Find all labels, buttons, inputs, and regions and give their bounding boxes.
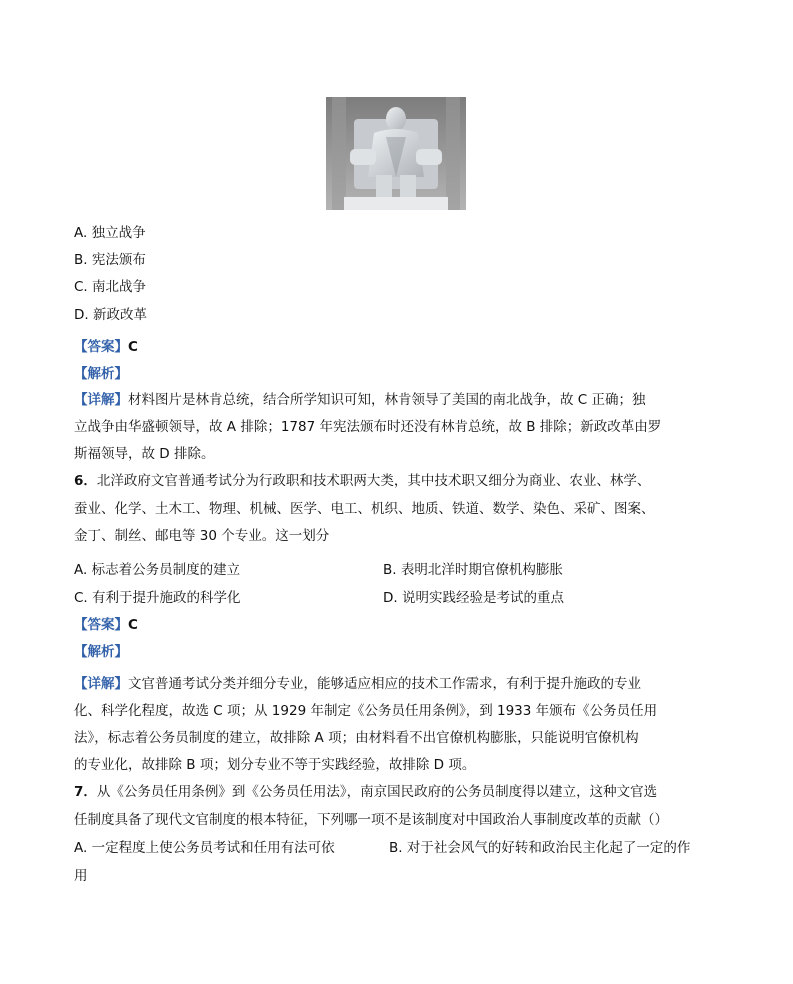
q7-option-b-continuation: 用 — [74, 868, 88, 884]
answer-value: C — [128, 339, 138, 355]
detail-text: 文官普通考试分类并细分专业，能够适应相应的技术工作需求，有利于提升施政的专业 — [128, 676, 641, 692]
q6-detail-line-2: 化、科学化程度，故选 C 项；从 1929 年制定《公务员任用条例》，到 1933 年颁布《公务员任用 — [74, 703, 658, 719]
q5-option-c[interactable]: C. 南北战争 — [74, 279, 147, 295]
analysis-label: 【解析】 — [74, 366, 128, 382]
detail-label: 【详解】 — [74, 676, 128, 692]
q6-stem-line-2: 蚕业、化学、土木工、物理、机械、医学、电工、机织、地质、铁道、数学、染色、采矿、图案、 — [74, 501, 655, 517]
statue-illustration — [326, 97, 466, 210]
analysis-label: 【解析】 — [74, 644, 128, 660]
q7-stem-line-2: 任制度具备了现代文官制度的根本特征，下列哪一项不是该制度对中国政治人事制度改革的贡献（） — [74, 812, 668, 828]
answer-value: C — [128, 617, 138, 633]
q6-stem-line-1 — [74, 469, 650, 489]
q5-option-b[interactable]: B. 宪法颁布 — [74, 252, 146, 268]
q6-option-d[interactable]: D. 说明实践经验是考试的重点 — [383, 590, 564, 606]
answer-label: 【答案】 — [74, 617, 128, 633]
q5-detail-line-3: 斯福领导，故 D 排除。 — [74, 446, 215, 462]
q5-detail-line-1 — [74, 388, 646, 408]
detail-label: 【详解】 — [74, 392, 128, 408]
q5-detail-line-2: 立战争由华盛顿领导，故 A 排除；1787 年宪法颁布时还没有林肯总统，故 B 排除；新政改革由罗 — [74, 419, 662, 435]
q6-number: 6． — [74, 473, 97, 489]
q5-answer — [74, 335, 138, 355]
q6-option-a[interactable]: A. 标志着公务员制度的建立 — [74, 562, 241, 578]
q6-option-c[interactable]: C. 有利于提升施政的科学化 — [74, 590, 241, 606]
q6-detail-line-4: 的专业化，故排除 B 项；划分专业不等于实践经验，故排除 D 项。 — [74, 757, 476, 773]
q6-stem-text: 北洋政府文官普通考试分为行政职和技术职两大类，其中技术职又细分为商业、农业、林学、 — [96, 473, 651, 489]
q5-option-d[interactable]: D. 新政改革 — [74, 307, 147, 323]
q7-stem-line-1 — [74, 780, 657, 800]
q5-option-a[interactable]: A. 独立战争 — [74, 225, 146, 241]
q6-analysis-heading — [74, 640, 128, 660]
q5-analysis-heading — [74, 362, 128, 382]
lincoln-statue-image — [326, 97, 466, 210]
q7-option-b[interactable]: B. 对于社会风气的好转和政治民主化起了一定的作 — [389, 840, 691, 856]
q6-answer — [74, 613, 138, 633]
q6-detail-line-3: 法》，标志着公务员制度的建立，故排除 A 项；由材料看不出官僚机构膨胀，只能说明官僚机构 — [74, 730, 639, 746]
q6-detail-line-1 — [74, 672, 641, 692]
answer-label: 【答案】 — [74, 339, 128, 355]
q6-stem-line-3: 金丁、制丝、邮电等 30 个专业。这一划分 — [74, 528, 330, 544]
q7-stem-text: 从《公务员任用条例》到《公务员任用法》，南京国民政府的公务员制度得以建立，这种文官选 — [96, 784, 658, 800]
detail-text: 材料图片是林肯总统，结合所学知识可知，林肯领导了美国的南北战争，故 C 正确；独 — [128, 392, 646, 408]
q7-option-a[interactable]: A. 一定程度上使公务员考试和任用有法可依 — [74, 840, 335, 856]
q6-option-b[interactable]: B. 表明北洋时期官僚机构膨胀 — [383, 562, 563, 578]
q7-number: 7． — [74, 784, 97, 800]
